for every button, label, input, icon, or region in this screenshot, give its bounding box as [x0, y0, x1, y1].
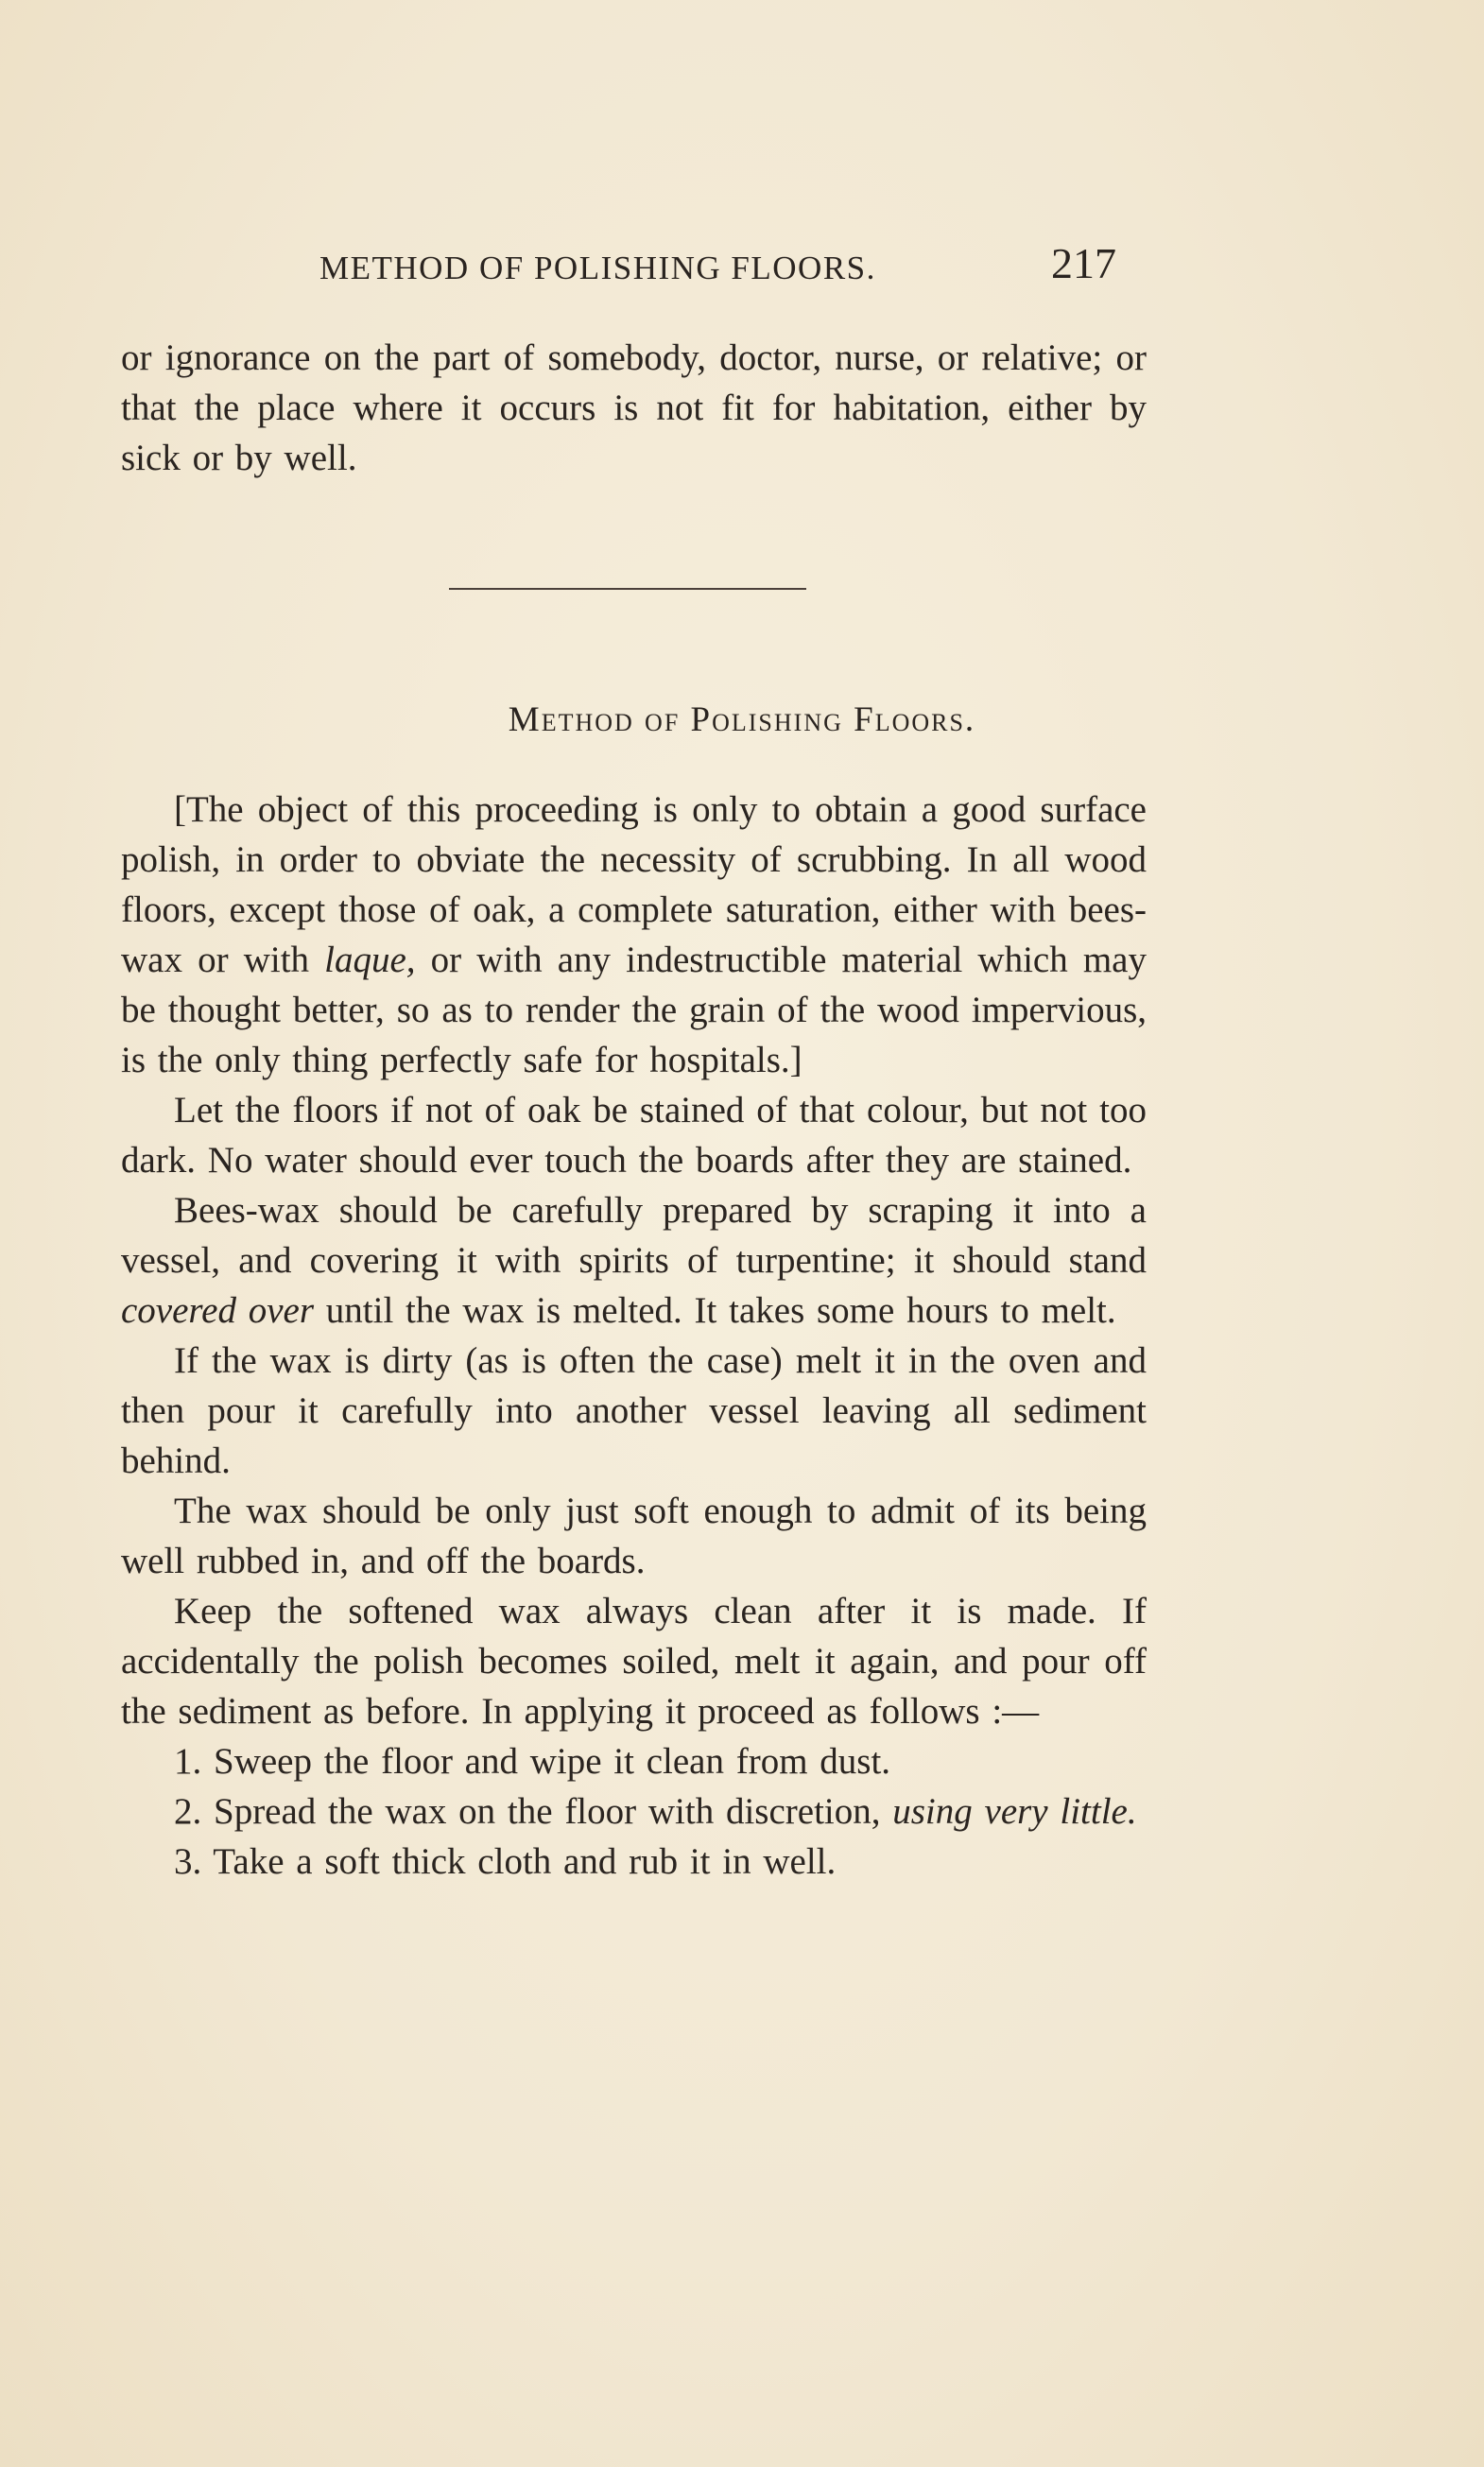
section-divider — [449, 588, 806, 590]
paragraph-4: If the wax is dirty (as is often the case) melt it in the oven and then pour it carefully into another vessel leaving all sediment behind. — [121, 1340, 1147, 1481]
running-head: METHOD OF POLISHING FLOORS. — [319, 250, 876, 286]
paragraph-3-italic: covered over — [121, 1290, 315, 1331]
section-title: Method of Polishing Floors. — [508, 700, 976, 739]
opening-paragraph — [121, 333, 1147, 483]
page-number: 217 — [1051, 239, 1116, 287]
paragraph-6: Keep the softened wax always clean after it is made. If accidentally the polish becomes soiled, melt it again, and pour off the sediment as before. In applying it proceed as follows :— — [121, 1591, 1147, 1732]
step-2-part-a: 2. Spread the wax on the floor with discretion, — [174, 1791, 893, 1832]
paragraph-3-part-a: Bees-wax should be carefully prepared by scraping it into a vessel, and covering it with spirits of turpentine; it should stand — [121, 1190, 1147, 1281]
step-3: 3. Take a soft thick cloth and rub it in well. — [174, 1841, 837, 1882]
step-2-italic: using very little. — [892, 1791, 1137, 1832]
step-1: 1. Sweep the floor and wipe it clean from dust. — [174, 1741, 891, 1782]
paragraph-1-part-a: [The object of this proceeding is only to obtain a good surface polish, in order to obviate the necessity of scrubbing. In all wood floors, except those of oak, a complete saturation, either with bees-wax or with — [121, 789, 1147, 980]
paragraph-3 — [121, 1185, 1147, 1336]
paragraph-3-part-b: until the wax is melted. It takes some hours to melt. — [314, 1290, 1116, 1331]
opening-text: or ignorance on the part of somebody, doctor, nurse, or relative; or that the place where it occurs is not fit for habitation, either by sick or by well. — [121, 337, 1147, 478]
paragraph-1-part-b: or with any indestructible material which may be thought better, so as to render the grain of the wood impervious, is the only thing perfectly safe for hospitals.] — [121, 940, 1147, 1080]
paragraph-2: Let the floors if not of oak be stained of that colour, but not too dark. No water should ever touch the boards after they are stained. — [121, 1090, 1147, 1181]
page-header — [0, 238, 1484, 295]
paragraph-5: The wax should be only just soft enough to admit of its being well rubbed in, and off the boards. — [121, 1491, 1147, 1581]
step-2 — [121, 1786, 1147, 1837]
paragraph-1-italic: laque, — [324, 940, 416, 980]
section-body — [121, 785, 1147, 1887]
paragraph-1 — [121, 785, 1147, 1085]
